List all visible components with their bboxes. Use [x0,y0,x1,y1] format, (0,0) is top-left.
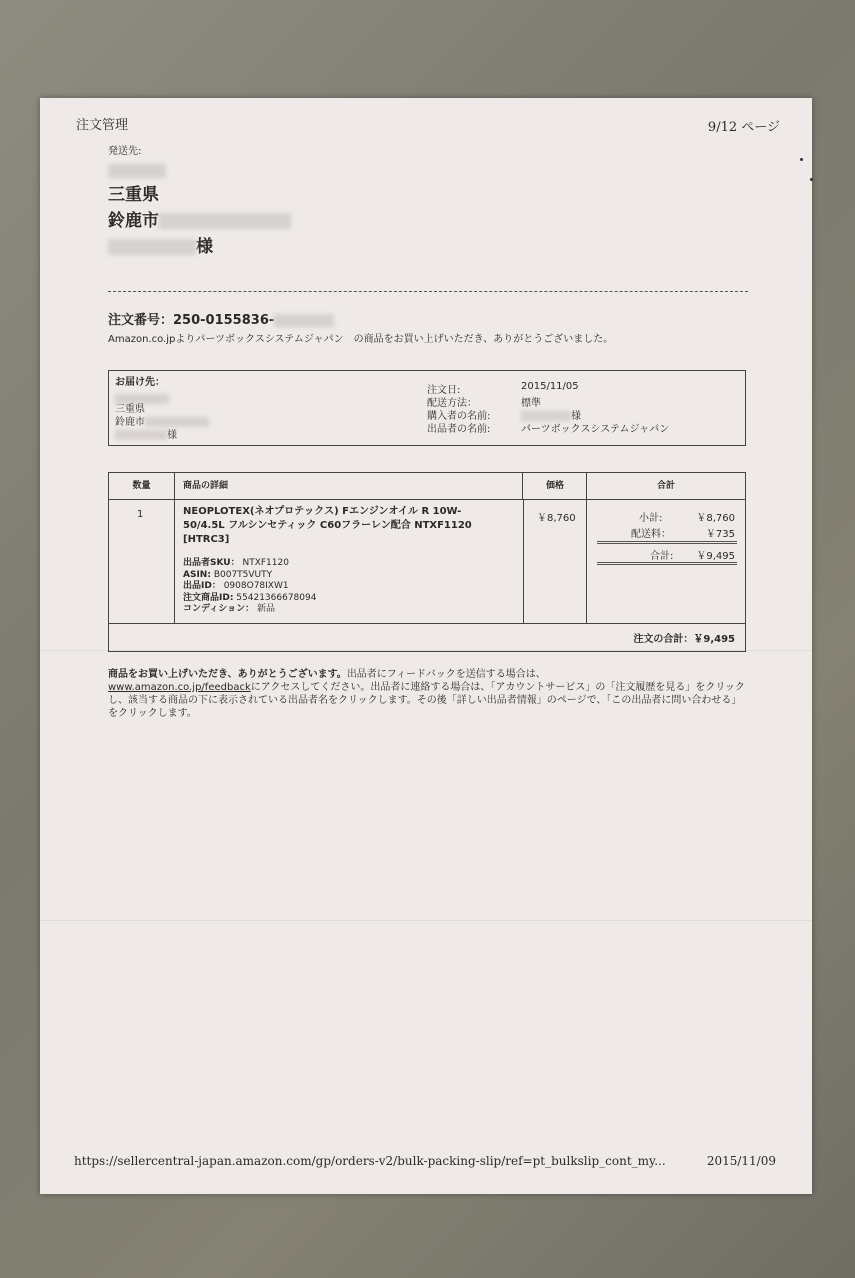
packing-slip-paper [40,98,812,1194]
delivery-box [108,370,746,446]
col-detail-header: 商品の詳細 [175,473,523,499]
ship-name-row [108,232,213,257]
seller-label: 出品者の名前: [427,424,491,435]
delivery-label: お届け先： [115,377,165,388]
ship-city: 鈴鹿市 [108,211,159,231]
shipping-fee: ￥735 [705,529,735,540]
order-date-label: 注文日: [427,385,461,396]
items-table [108,472,746,652]
dashed-separator [108,291,748,292]
subtotal-label: 小計: [639,513,663,524]
speck [800,158,803,161]
item-title: NEOPLOTEX(ネオプロテックス) Fエンジンオイル R 10W- 50/4.5L フルシンセティック C60フラーレン配合 NTXF1120 [HTRC3] [183,506,472,545]
subtotal: ￥8,760 [696,513,735,524]
paper-fold [40,920,812,921]
order-number-row [108,309,334,328]
ship-method: 標準 [521,398,541,409]
item-total: ￥9,495 [696,551,735,562]
ship-prefecture: 三重県 [108,185,159,205]
total-label: 合計: [650,551,674,562]
thanks-message: Amazon.co.jpよりパーツボックスシステムジャパン の商品をお買い上げいただき、ありがとうございました。 [108,334,614,345]
page-number: 9/12 ページ [707,120,780,135]
ship-honorific: 様 [196,237,213,257]
ship-method-label: 配送方法： [427,398,477,409]
buyer-label: 購入者の名前: [427,411,491,422]
print-date: 2015/11/09 [706,1154,776,1168]
item-qty: 1 [137,509,144,520]
ship-from-label: 発送先: [108,146,142,157]
order-total-label: 注文の合計： [633,634,694,645]
footer-instructions: 商品をお買い上げいただき、ありがとうございます。出品者にフィードバックを送信する場合は、 www.amazon.co.jp/feedbackにアクセスしてください。出品者に連絡する場合は、「アカウントサービス」の「注文履歴を見る」をクリックし、該当する商品の下に表示されている出品者名をクリックします。その後「詳しい出品者情報」のページで、「この出品者に問い合わせる」をクリックします。 [108,669,745,719]
item-meta: 出品者SKU： NTXF1120 ASIN: B007T5VUTY 出品ID： 0908O78IXW1 注文商品ID: 55421366678094 コンディション： 新品 [183,558,317,614]
order-total: ￥9,495 [693,634,735,645]
delivery-city-row: 鈴鹿市 [115,413,209,428]
header-title: 注文管理 [76,118,129,133]
col-total-header: 合計 [656,481,675,491]
speck [810,178,813,181]
page-url: https://sellercentral-japan.amazon.com/gp/orders-v2/bulk-packing-slip/ref=pt_bulkslip_cont_my... [74,1154,666,1168]
feedback-link[interactable]: www.amazon.co.jp/feedback [108,682,251,693]
redacted-name [108,160,166,179]
order-number: 250-0155836- [173,313,275,328]
col-price-header: 価格 [524,473,587,499]
col-qty-header: 数量 [109,473,175,499]
delivery-prefecture: 三重県 [115,404,145,415]
seller-name: パーツボックスシステムジャパン [521,424,670,435]
order-total-row [633,630,735,645]
order-number-label: 注文番号： [108,313,174,328]
buyer-name-row: 様 [521,407,581,422]
shipping-label: 配送料： [631,529,671,540]
delivery-name-row: 様 [115,426,177,441]
ship-city-row [108,206,291,231]
order-date: 2015/11/05 [521,381,579,392]
item-price: ￥8,760 [537,513,576,524]
